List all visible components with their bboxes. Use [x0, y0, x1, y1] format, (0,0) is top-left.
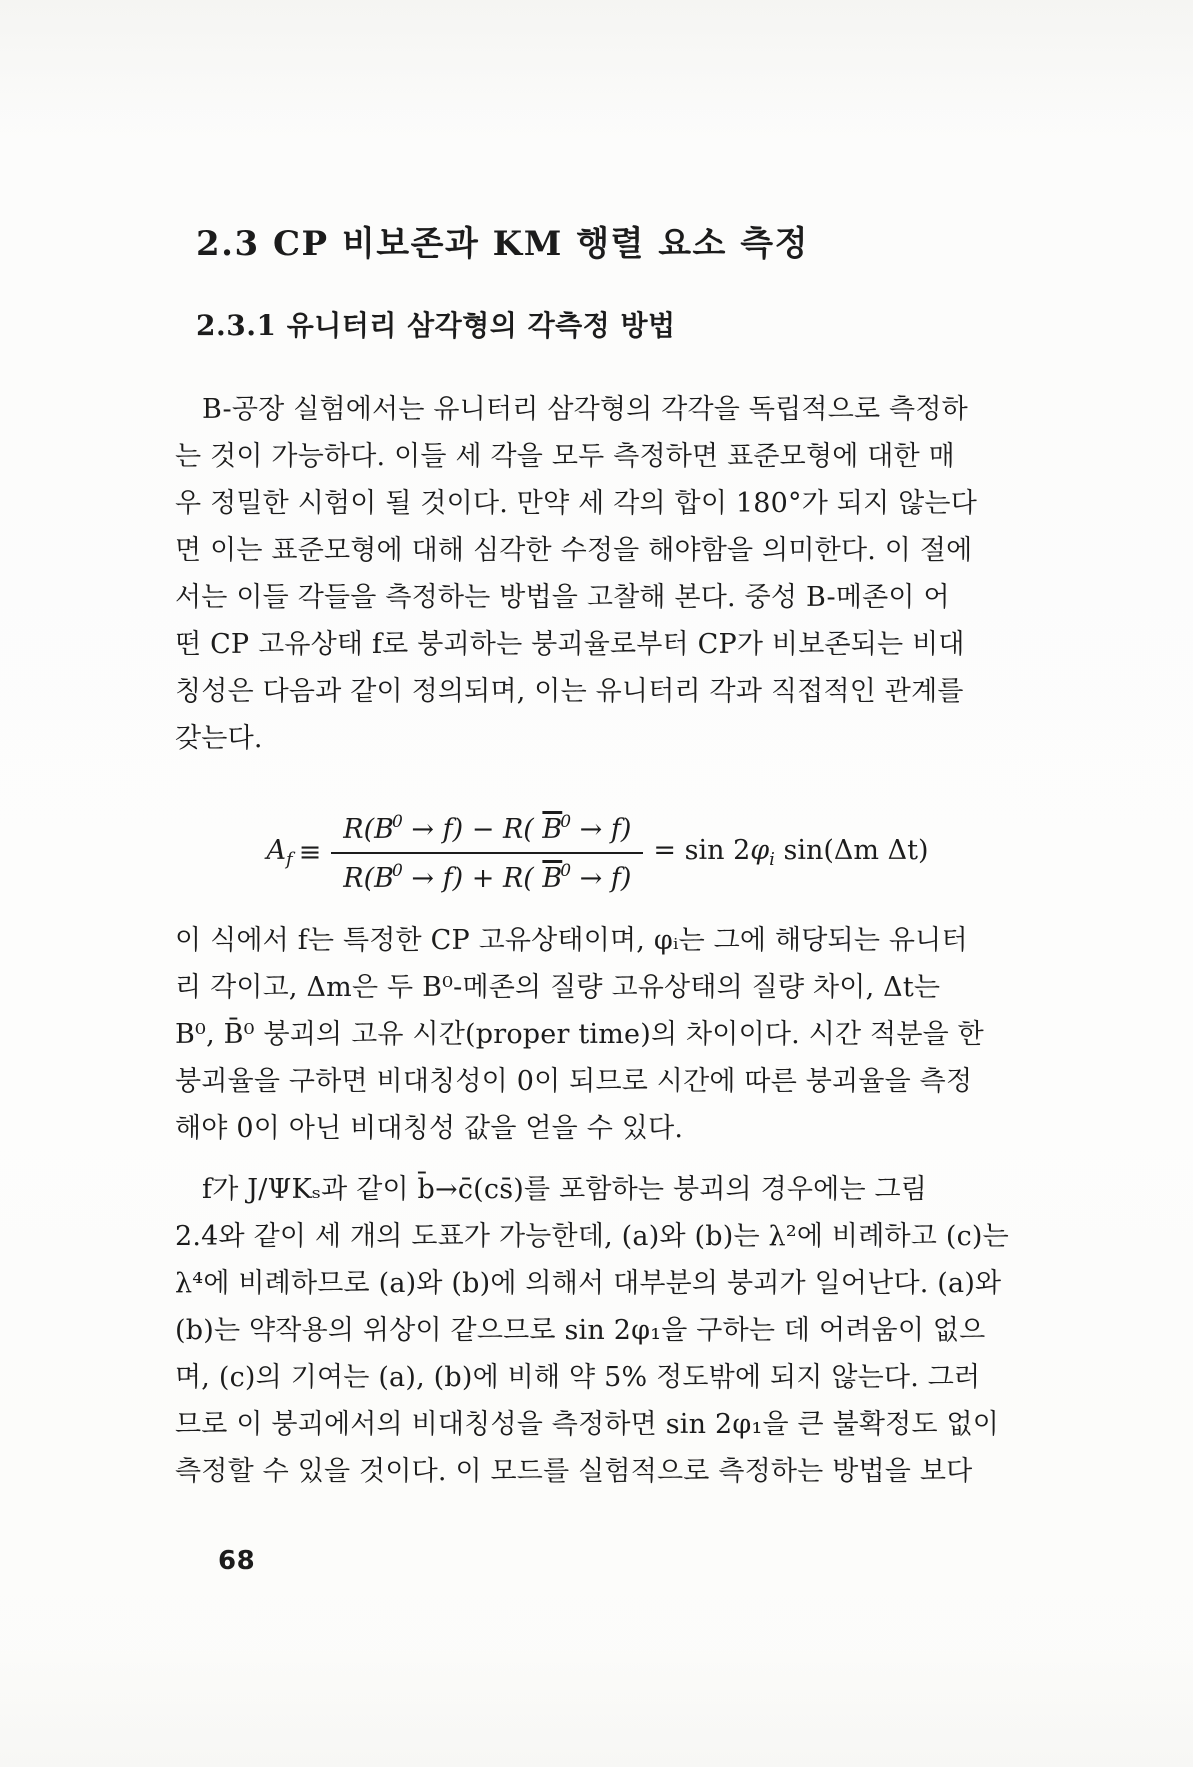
body-paragraph-1: [175, 386, 1020, 762]
paragraph-line: 해야 0이 아닌 비대칭성 값을 얻을 수 있다.: [175, 1113, 684, 1144]
paragraph-line: 칭성은 다음과 같이 정의되며, 이는 유니터리 각과 직접적인 관계를: [175, 676, 964, 707]
paragraph-line: 이 식에서 f는 특정한 CP 고유상태이며, φᵢ는 그에 해당되는 유니터: [175, 925, 968, 956]
paragraph-line: 갖는다.: [175, 723, 263, 754]
body-paragraph-2: [175, 917, 1020, 1152]
paragraph-line: 측정할 수 있을 것이다. 이 모드를 실험적으로 측정하는 방법을 보다: [175, 1456, 973, 1487]
equation-rhs: = $\sin 2\varphi_i$ sin(Δm Δt): [653, 835, 929, 870]
equiv-sign: ≡: [298, 837, 322, 868]
paragraph-line: 떤 CP 고유상태 f로 붕괴하는 붕괴율로부터 CP가 비보존되는 비대: [175, 629, 965, 660]
paragraph-line: B⁰, B̄⁰ 붕괴의 고유 시간(proper time)의 차이이다. 시간 적분을 한: [175, 1019, 984, 1050]
paragraph-line: (b)는 약작용의 위상이 같으므로 sin 2φ₁을 구하는 데 어려움이 없으: [175, 1315, 986, 1346]
paragraph-line: 리 각이고, Δm은 두 B⁰-메존의 질량 고유상태의 질량 차이, Δt는: [175, 972, 941, 1003]
subsection-title: 2.3.1 유니터리 삼각형의 각측정 방법: [196, 309, 676, 342]
paragraph-line: 면 이는 표준모형에 대해 심각한 수정을 해야함을 의미한다. 이 절에: [175, 535, 973, 566]
paragraph-line: 우 정밀한 시험이 될 것이다. 만약 세 각의 합이 180°가 되지 않는다: [175, 488, 977, 519]
paragraph-line: 붕괴율을 구하면 비대칭성이 0이 되므로 시간에 따른 붕괴율을 측정: [175, 1066, 973, 1097]
paragraph-line: 므로 이 붕괴에서의 비대칭성을 측정하면 sin 2φ₁을 큰 불확정도 없이: [175, 1409, 1000, 1440]
paragraph-line: 서는 이들 각들을 측정하는 방법을 고찰해 본다. 중성 B-메존이 어: [175, 582, 950, 613]
paragraph-line: 2.4와 같이 세 개의 도표가 가능한데, (a)와 (b)는 λ²에 비례하고 (c)는: [175, 1221, 1009, 1252]
page-number: 68: [218, 1546, 256, 1576]
paragraph-line: 며, (c)의 기여는 (a), (b)에 비해 약 5% 정도밖에 되지 않는다. 그러: [175, 1362, 981, 1393]
paragraph-line: λ⁴에 비례하므로 (a)와 (b)에 의해서 대부분의 붕괴가 일어난다. (a)와: [175, 1268, 1002, 1299]
section-title: 2.3 CP 비보존과 KM 행렬 요소 측정: [196, 224, 809, 264]
asymmetry-equation: [175, 790, 1020, 915]
paragraph-line: B-공장 실험에서는 유니터리 삼각형의 각각을 독립적으로 측정하: [202, 394, 968, 425]
body-paragraph-3: [175, 1166, 1020, 1495]
b-bar-symbol: $\overline{B}$: [542, 813, 563, 845]
b-bar-symbol: $\overline{B}$: [542, 862, 563, 894]
fraction-denominator: $R(B^0 \to f) + R$( $\overline{B}^0 \to f$): [343, 860, 632, 894]
fraction-numerator: $R(B^0 \to f) - R$( $\overline{B}^0 \to f$): [331, 812, 643, 854]
equation-lhs: $A_f$: [266, 835, 293, 870]
scan-shadow-bottom: [0, 1647, 1193, 1767]
scan-shadow-top: [0, 0, 1193, 140]
paragraph-line: 는 것이 가능하다. 이들 세 각을 모두 측정하면 표준모형에 대한 매: [175, 441, 955, 472]
fraction: [331, 812, 643, 894]
paragraph-line: f가 J/ΨKₛ과 같이 b̄→c̄(cs̄)를 포함하는 붕괴의 경우에는 그림: [202, 1174, 928, 1205]
